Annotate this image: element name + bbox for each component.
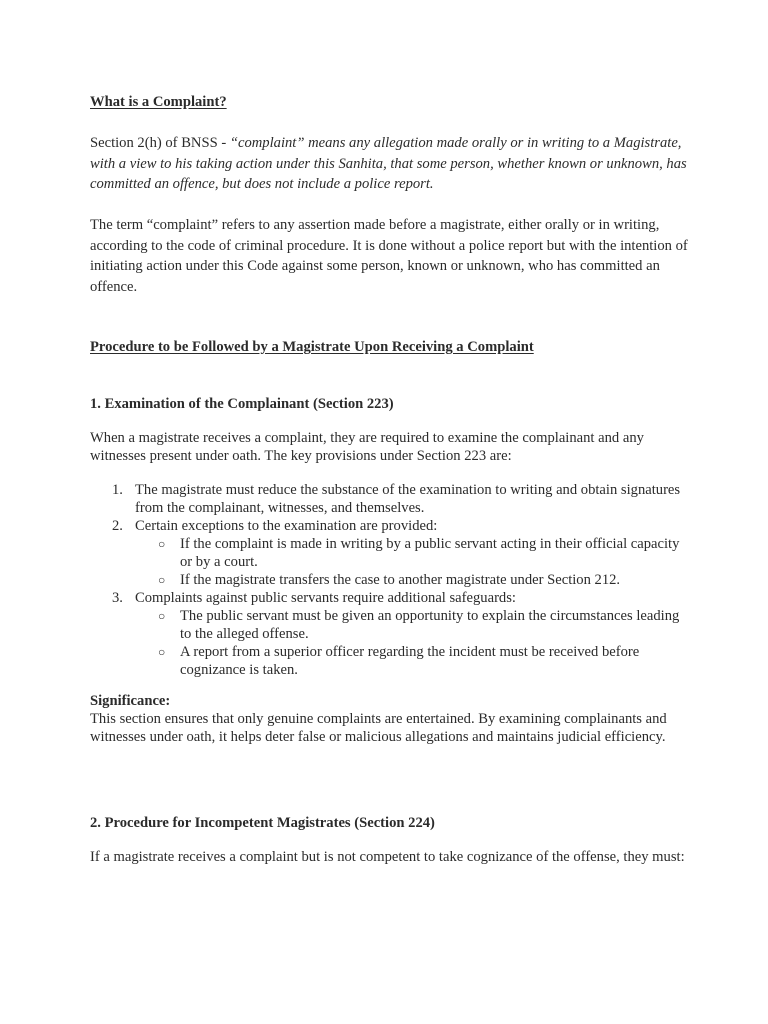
sub-list-item: ○ If the complaint is made in writing by a public servant acting in their official capacity or by a court. xyxy=(158,536,680,570)
significance-block xyxy=(90,692,690,746)
sub-list-item: ○ The public servant must be given an opportunity to explain the circumstances leading to the alleged offense. xyxy=(158,608,680,642)
section-223-intro: When a magistrate receives a complaint, they are required to examine the complainant and any witnesses present under oath. The key provisions under Section 223 are: xyxy=(90,430,644,464)
list-item-text: Complaints against public servants require additional safeguards: xyxy=(135,590,516,606)
significance-label: Significance: xyxy=(90,693,171,709)
sub-list-item: ○ If the magistrate transfers the case to another magistrate under Section 212. xyxy=(158,572,621,588)
complaint-definition xyxy=(90,133,690,195)
hollow-bullet-icon: ○ xyxy=(158,609,166,623)
section-224-heading: 2. Procedure for Incompetent Magistrates (Section 224) xyxy=(90,815,435,831)
hollow-bullet-icon: ○ xyxy=(158,573,166,587)
list-item-text: Certain exceptions to the examination are provided: xyxy=(135,518,438,534)
list-item: 2. Certain exceptions to the examination are provided: ○ If the complaint is made in writing by a public servant acting in their official capacity or by a court. ○ If the magistrate transfers the case to another magistrate under Section 212. xyxy=(90,517,690,589)
sub-list-item: ○ A report from a superior officer regarding the incident must be received before cognizance is taken. xyxy=(158,644,640,678)
section-224-intro: If a magistrate receives a complaint but is not competent to take cognizance of the offense, they must: xyxy=(90,849,685,865)
hollow-bullet-icon: ○ xyxy=(158,645,166,659)
list-item: 3. Complaints against public servants require additional safeguards: ○ The public servant must be given an opportunity to explain the circumstances leading to the alleged offense. ○ A report from a superior officer regarding the incident must be received before cognizance is taken. xyxy=(90,589,690,679)
section-223-list-wrap xyxy=(90,481,690,679)
definition-prefix: Section 2(h) of BNSS - xyxy=(90,135,230,151)
complaint-explanation: The term “complaint” refers to any assertion made before a magistrate, either orally or in writing, according to the code of criminal procedure. It is done without a police report but with the intention of initiating action under this Code against some person, known or unknown, who has committed an offence. xyxy=(90,217,688,295)
what-is-complaint-heading: What is a Complaint? xyxy=(90,94,227,110)
section-223-heading: 1. Examination of the Complainant (Section 223) xyxy=(90,396,394,412)
list-item: 1. The magistrate must reduce the substance of the examination to writing and obtain signatures from the complainant, witnesses, and themselves. xyxy=(112,482,681,516)
hollow-bullet-icon: ○ xyxy=(158,537,166,551)
sub-list xyxy=(135,535,690,589)
sub-list xyxy=(135,607,690,679)
section-223-list xyxy=(90,481,690,679)
definition-text: “complaint” means any allegation made orally or in writing to a Magistrate, with a view to his taking action under this Sanhita, that some person, whether known or unknown, has committed an offence, but does not include a police report. xyxy=(90,135,687,192)
list-item-text: The magistrate must reduce the substance of the examination to writing and obtain signatures from the complainant, witnesses, and themselves. xyxy=(135,482,681,516)
significance-text: This section ensures that only genuine complaints are entertained. By examining complainants and witnesses under oath, it helps deter false or malicious allegations and maintains judicial efficiency. xyxy=(90,711,667,745)
procedure-heading: Procedure to be Followed by a Magistrate Upon Receiving a Complaint xyxy=(90,339,534,355)
